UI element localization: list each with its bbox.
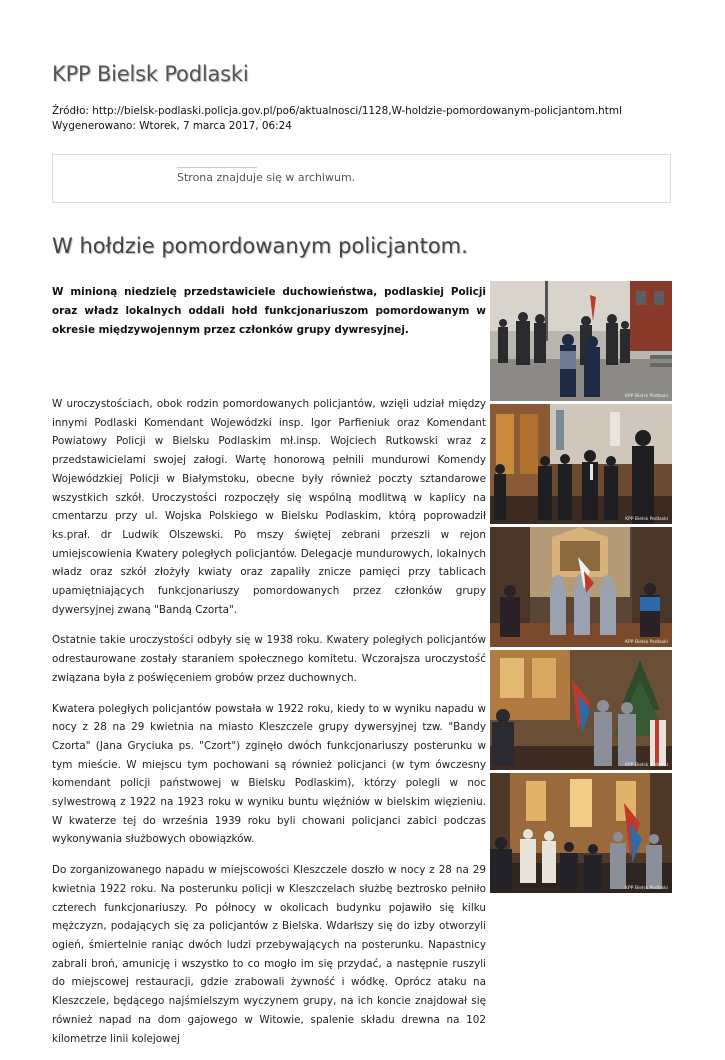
article-paragraph: Do zorganizowanego napadu w miejscowości Kleszczele doszło w nocy z 28 na 29 kwietnia 1922 roku. Na posterunku policji w Kleszczelach służbę beztrosko pełniło czterech funkcjonariuszy. Po północy w okolicach budynku pojawiło się kilku mężczyzn, podających się za policjantów z Bielska. Wdarłszy się do izby otworzyli ogień, śmiertelnie raniąc dwóch ludzi przebywających na posterunku. Napastnicy zabrali broń, amunicję i wszystko to co mogło im się przydać, a następnie ruszyli do miejscowej restauracji, gdzie zrabowali żywność i wódkę. Oprócz ataku na Kleszczele, będącego najśmielszym wyczynem grupy, na ich koncie znajdował się również napad na dom gajowego w Witowie, spalenie składu drewna na 102 kilometrze linii kolejowej [52,864,486,1045]
site-title: KPP Bielsk Podlaski [52,62,249,86]
photo-watermark: KPP Bielsk Podlaski [625,640,668,645]
article-paragraph: Ostatnie takie uroczystości odbyły się w 1938 roku. Kwatery poległych policjantów odrestaurowane zostały staraniem społecznego komitetu. Wczorajsza uroczystość związana była z poświęceniem grobów przez duchownych. [52,634,486,684]
photo-watermark: KPP Bielsk Podlaski [625,886,668,891]
photo-flag-bearers [490,650,672,770]
photo-watermark: KPP Bielsk Podlaski [625,394,668,399]
photo-cemetery-gathering [490,281,672,401]
article-paragraph: W uroczystościach, obok rodzin pomordowanych policjantów, wzięli udział między innymi Podlaski Komendant Wojewódzki insp. Igor Parfieniuk oraz Komendant Powiatowy Policji w Bielsku Podlaskim mł.insp. Wojciech Rutkowski wraz z przedstawicielami swojej załogi. Wartę honorową pełnili mundurowi Komendy Wojewódzkiej Policji w Białymstoku, obecne były również poczty sztandarowe wszystkich szkół. Uroczystości rozpoczęły się wspólną modlitwą w kaplicy na cmentarzu przy ul. Wojska Polskiego w Bielsku Podlaskim, którą poprowadził ks.prał. dr Ludwik Olszewski. Po mszy świętej zebrani przeszli w rejon umiejscowienia Kwatery poległych policjantów. Delegacje mundurowych, lokalnych władz oraz szkół złożyły kwiaty oraz zapaliły znicze pamięci przy tablicach upamiętniających funkcjonariuszy pomordowanych przez członków grupy dywersyjnej zwaną "Bandą Czorta". [52,398,486,616]
photo-gallery [490,281,672,896]
photo-chapel-officers [490,404,672,524]
source-url: Źródło: http://bielsk-podlaski.policja.gov.pl/po6/aktualnosci/1128,W-holdzie-pomordowanym-policjantom.html [52,105,622,117]
article-body [52,395,486,1060]
archive-note: Strona znajduje się w archiwum. [177,171,356,184]
article-paragraph: Kwatera poległych policjantów powstała w 1922 roku, kiedy to w wyniku napadu w nocy z 28 na 29 kwietnia na miasto Kleszczele grupy dywersyjnej tzw. "Bandy Czorta" (Jana Gryciuka ps. "Czort") zginęło dwóch funkcjonariuszy posterunku w tym mieście. W miejscu tym pochowani są również policjanci (w tym ówczesny komendant policji państwowej w Bielsku Podlaskim), którzy polegli w noc sylwestrową z 1922 na 1923 roku w wyniku buntu więźniów w bielskim więzieniu. W kwaterze tej do września 1939 roku byli chowani policjanci zabici podczas wykonywania służbowych obowiązków. [52,702,486,846]
photo-chapel-procession [490,527,672,647]
photo-watermark: KPP Bielsk Podlaski [625,517,668,522]
article-title: W hołdzie pomordowanym policjantom. [52,234,468,258]
photo-watermark: KPP Bielsk Podlaski [625,763,668,768]
divider [177,167,257,168]
generated-date: Wygenerowano: Wtorek, 7 marca 2017, 06:24 [52,119,292,132]
photo-altar-service [490,773,672,893]
archive-notice [52,154,671,203]
article-lead: W minioną niedzielę przedstawiciele duchowieństwa, podlaskiej Policji oraz władz lokalnych oddali hołd funkcjonariuszom pomordowanym w okresie międzywojennym przez członków grupy dywresyjnej. [52,286,486,336]
document-meta [52,104,622,133]
